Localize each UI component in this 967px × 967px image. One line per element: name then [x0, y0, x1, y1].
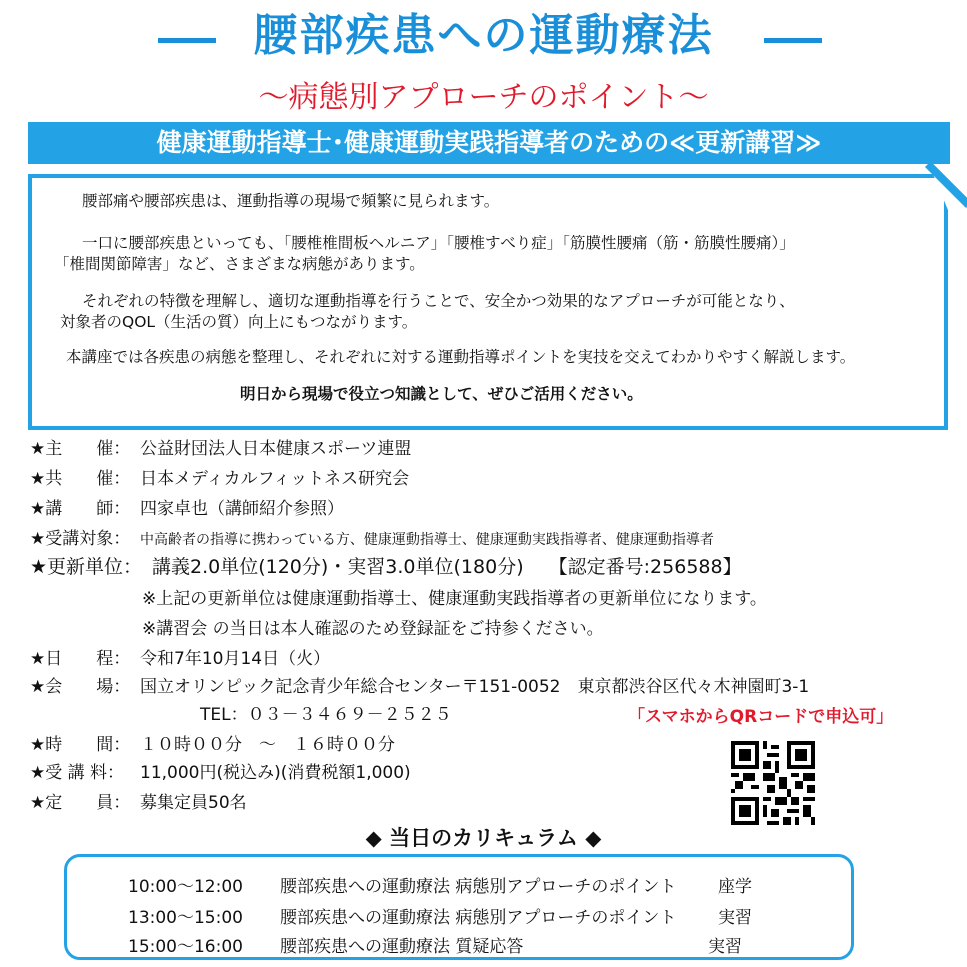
intro-p1: 腰部痛や腰部疾患は、運動指導の現場で頻繁に見られます。: [82, 192, 500, 210]
target-label: ★受講対象：: [30, 529, 131, 549]
tel: TEL：０３－３４６９－２５２５: [200, 705, 452, 725]
intro-p3b: 対象者のQOL（生活の質）向上にもつながります。: [60, 313, 418, 331]
cohost-label: ★共 催：: [30, 469, 131, 489]
title-dash-right: [764, 38, 822, 43]
organizer-line: [30, 436, 411, 462]
fee: 11,000円(税込み)(消費税額1,000): [140, 763, 411, 783]
date: 令和7年10月14日（火）: [140, 649, 331, 669]
target-line: [30, 526, 714, 553]
curriculum-topic: 腰部疾患への運動療法 病態別アプローチのポイント: [280, 908, 677, 928]
curriculum-row: [128, 872, 752, 897]
cohost-line: [30, 466, 409, 492]
organizer: 公益財団法人日本健康スポーツ連盟: [140, 439, 412, 459]
lecturer-line: [30, 496, 344, 522]
qr-note: 「スマホからQRコードで申込可」: [628, 707, 894, 727]
credit-line: [30, 554, 742, 580]
target: 中高齢者の指導に携わっている方、健康運動指導士、健康運動実践指導者、健康運動指導者: [140, 532, 714, 548]
course-banner: 健康運動指導士･健康運動実践指導者のための≪更新講習≫: [28, 122, 950, 164]
curriculum-time: 10:00～12:00: [128, 877, 243, 897]
curriculum-row: [128, 903, 752, 928]
fee-line: [30, 760, 411, 786]
credit: 講義2.0単位(120分)・実習3.0単位(180分) 【認定番号:256588】: [152, 556, 742, 578]
intro-p3a: それぞれの特徴を理解し、適切な運動指導を行うことで、安全かつ効果的なアプローチが可能となり、: [82, 292, 795, 310]
time-line: [30, 732, 395, 758]
capacity-label: ★定 員：: [30, 793, 131, 813]
page-title: 腰部疾患への運動療法: [253, 10, 714, 61]
lecturer-label: ★講 師：: [30, 499, 131, 519]
curriculum-time: 13:00～15:00: [128, 908, 243, 928]
curriculum-time: 15:00～16:00: [128, 937, 243, 957]
curriculum-topic: 腰部疾患への運動療法 病態別アプローチのポイント: [280, 877, 677, 897]
curriculum-title: ◆ 当日のカリキュラム ◆: [365, 826, 602, 850]
credit-label: ★更新単位：: [30, 556, 143, 578]
curriculum-type: 実習: [718, 908, 752, 928]
capacity: 募集定員50名: [140, 793, 247, 813]
capacity-line: [30, 790, 247, 816]
lecturer: 四家卓也（講師紹介参照）: [140, 499, 344, 519]
organizer-label: ★主 催：: [30, 439, 131, 459]
intro-p2b: 「椎間関節障害」など、さまざまな病態があります。: [54, 255, 425, 273]
venue-label: ★会 場：: [30, 677, 131, 697]
venue-line: [30, 674, 809, 700]
time-label: ★時 間：: [30, 735, 131, 755]
date-label: ★日 程：: [30, 649, 131, 669]
note2: ※講習会 の当日は本人確認のため登録証をご持参ください。: [142, 619, 604, 639]
curriculum-type: 実習: [708, 937, 742, 957]
curriculum-topic: 腰部疾患への運動療法 質疑応答: [280, 937, 524, 957]
curriculum-row: [128, 932, 742, 957]
intro-p2a: 一口に腰部疾患といっても、「腰椎椎間板ヘルニア」「腰椎すべり症」「筋膜性腰痛（筋・筋膜性腰痛）」: [82, 234, 795, 252]
curriculum-type: 座学: [718, 877, 752, 897]
title-row: [0, 4, 967, 62]
page-subtitle: 〜病態別アプローチのポイント〜: [258, 80, 709, 115]
cohost: 日本メディカルフィットネス研究会: [140, 469, 410, 489]
date-line: [30, 646, 330, 672]
intro-text: [28, 174, 948, 430]
time: １０時００分 ～ １６時００分: [140, 735, 395, 755]
note1: ※上記の更新単位は健康運動指導士、健康運動実践指導者の更新単位になります。: [142, 589, 767, 609]
intro-p4: 本講座では各疾患の病態を整理し、それぞれに対する運動指導ポイントを実技を交えてわかりやすく解説します。: [66, 348, 856, 366]
venue: 国立オリンピック記念青少年総合センター〒151-0052 東京都渋谷区代々木神園町3-1: [140, 677, 810, 697]
fee-label: ★受 講 料：: [30, 763, 125, 783]
qr-code-icon[interactable]: [731, 741, 815, 825]
intro-p5: 明日から現場で役立つ知識として、ぜひご活用ください。: [240, 385, 643, 403]
